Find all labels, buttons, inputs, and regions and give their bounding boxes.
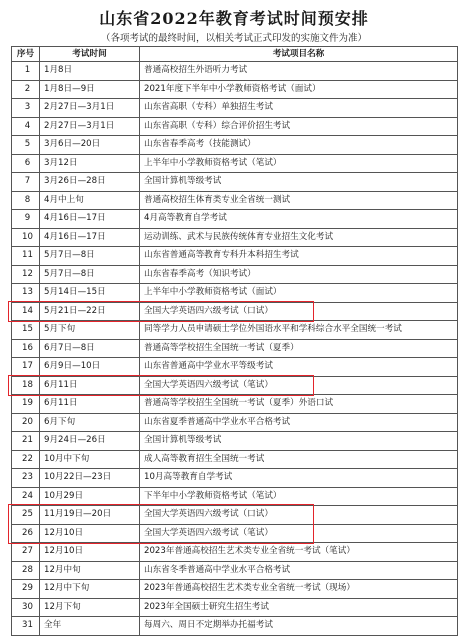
cell-name: 山东省高职（专科）综合评价招生考试	[140, 117, 458, 136]
table-row	[12, 450, 458, 469]
table-row	[12, 136, 458, 155]
cell-name: 4月高等教育自学考试	[140, 210, 458, 229]
page-title: 山东省2022年教育考试时间预安排	[99, 9, 369, 28]
cell-time: 4月中上旬	[40, 191, 140, 210]
cell-no: 8	[12, 191, 40, 210]
page-subtitle: （各项考试的最终时间，以相关考试正式印发的实施文件为准）	[100, 33, 367, 44]
table-row	[12, 265, 458, 284]
table-row	[12, 228, 458, 247]
cell-no: 16	[12, 339, 40, 358]
cell-name: 2021年度下半年中小学教师资格考试（面试）	[140, 80, 458, 99]
cell-name: 全国大学英语四六级考试（口试）	[140, 506, 458, 525]
cell-name: 山东省普通高中学业水平等级考试	[140, 358, 458, 377]
cell-time: 6月下旬	[40, 413, 140, 432]
cell-name: 普通高校招生外语听力考试	[140, 62, 458, 81]
cell-time: 全年	[40, 617, 140, 636]
cell-name: 普通高等学校招生全国统一考试（夏季）外语口试	[140, 395, 458, 414]
table-row	[12, 117, 458, 136]
table-row	[12, 506, 458, 525]
header-name: 考试项目名称	[140, 47, 458, 62]
cell-time: 10月中下旬	[40, 450, 140, 469]
table-row	[12, 321, 458, 340]
cell-no: 4	[12, 117, 40, 136]
cell-name: 下半年中小学教师资格考试（笔试）	[140, 487, 458, 506]
cell-time: 11月19日—20日	[40, 506, 140, 525]
cell-time: 1月8日	[40, 62, 140, 81]
table-row	[12, 580, 458, 599]
cell-name: 山东省高职（专科）单独招生考试	[140, 99, 458, 118]
cell-name: 全国大学英语四六级考试（笔试）	[140, 524, 458, 543]
cell-no: 2	[12, 80, 40, 99]
header-time: 考试时间	[40, 47, 140, 62]
cell-name: 全国大学英语四六级考试（口试）	[140, 302, 458, 321]
cell-no: 14	[12, 302, 40, 321]
cell-time: 4月16日—17日	[40, 210, 140, 229]
cell-name: 2023年普通高校招生艺术类专业全省统一考试（笔试）	[140, 543, 458, 562]
table-header-row	[12, 47, 458, 62]
table-row	[12, 617, 458, 636]
table-row	[12, 543, 458, 562]
cell-time: 10月22日—23日	[40, 469, 140, 488]
cell-name: 普通高等学校招生全国统一考试（夏季）	[140, 339, 458, 358]
cell-no: 20	[12, 413, 40, 432]
cell-no: 30	[12, 598, 40, 617]
cell-no: 10	[12, 228, 40, 247]
cell-time: 12月10日	[40, 543, 140, 562]
cell-name: 上半年中小学教师资格考试（面试）	[140, 284, 458, 303]
cell-no: 12	[12, 265, 40, 284]
cell-time: 6月9日—10日	[40, 358, 140, 377]
cell-no: 31	[12, 617, 40, 636]
cell-time: 2月27日—3月1日	[40, 99, 140, 118]
cell-name: 山东省夏季普通高中学业水平合格考试	[140, 413, 458, 432]
cell-time: 3月6日—20日	[40, 136, 140, 155]
cell-no: 28	[12, 561, 40, 580]
cell-name: 普通高校招生体育类专业全省统一测试	[140, 191, 458, 210]
cell-time: 3月26日—28日	[40, 173, 140, 192]
cell-no: 23	[12, 469, 40, 488]
cell-no: 29	[12, 580, 40, 599]
cell-time: 3月12日	[40, 154, 140, 173]
cell-time: 12月中下旬	[40, 580, 140, 599]
table-row	[12, 284, 458, 303]
cell-name: 全国计算机等级考试	[140, 432, 458, 451]
cell-no: 9	[12, 210, 40, 229]
cell-name: 山东省春季高考（知识考试）	[140, 265, 458, 284]
header-no: 序号	[12, 47, 40, 62]
table-row	[12, 339, 458, 358]
table-row	[12, 432, 458, 451]
cell-no: 6	[12, 154, 40, 173]
cell-time: 12月10日	[40, 524, 140, 543]
cell-time: 6月11日	[40, 376, 140, 395]
cell-no: 21	[12, 432, 40, 451]
cell-time: 12月中旬	[40, 561, 140, 580]
cell-name: 全国计算机等级考试	[140, 173, 458, 192]
cell-name: 山东省春季高考（技能测试）	[140, 136, 458, 155]
exam-schedule-table	[11, 46, 458, 636]
cell-time: 5月14日—15日	[40, 284, 140, 303]
cell-time: 5月7日—8日	[40, 247, 140, 266]
cell-no: 13	[12, 284, 40, 303]
table-row	[12, 62, 458, 81]
cell-time: 6月11日	[40, 395, 140, 414]
cell-name: 每周六、周日不定期举办托福考试	[140, 617, 458, 636]
table-row	[12, 395, 458, 414]
table-row	[12, 487, 458, 506]
table-row	[12, 99, 458, 118]
cell-no: 27	[12, 543, 40, 562]
cell-name: 成人高等教育招生全国统一考试	[140, 450, 458, 469]
cell-name: 10月高等教育自学考试	[140, 469, 458, 488]
cell-no: 19	[12, 395, 40, 414]
cell-no: 5	[12, 136, 40, 155]
cell-no: 7	[12, 173, 40, 192]
cell-time: 5月7日—8日	[40, 265, 140, 284]
cell-time: 12月下旬	[40, 598, 140, 617]
cell-name: 全国大学英语四六级考试（笔试）	[140, 376, 458, 395]
cell-no: 17	[12, 358, 40, 377]
table-row	[12, 561, 458, 580]
cell-no: 25	[12, 506, 40, 525]
cell-time: 6月7日—8日	[40, 339, 140, 358]
table-row	[12, 247, 458, 266]
cell-time: 10月29日	[40, 487, 140, 506]
table-row	[12, 210, 458, 229]
cell-name: 2023年普通高校招生艺术类专业全省统一考试（现场）	[140, 580, 458, 599]
table-row	[12, 80, 458, 99]
cell-no: 3	[12, 99, 40, 118]
cell-time: 5月下旬	[40, 321, 140, 340]
table-row	[12, 302, 458, 321]
cell-time: 4月16日—17日	[40, 228, 140, 247]
cell-name: 山东省普通高等教育专科升本科招生考试	[140, 247, 458, 266]
cell-time: 9月24日—26日	[40, 432, 140, 451]
table-row	[12, 413, 458, 432]
cell-no: 15	[12, 321, 40, 340]
table-row	[12, 598, 458, 617]
table-row	[12, 524, 458, 543]
cell-no: 26	[12, 524, 40, 543]
cell-time: 1月8日—9日	[40, 80, 140, 99]
table-row	[12, 376, 458, 395]
cell-no: 24	[12, 487, 40, 506]
cell-time: 2月27日—3月1日	[40, 117, 140, 136]
table-row	[12, 191, 458, 210]
cell-no: 22	[12, 450, 40, 469]
cell-no: 1	[12, 62, 40, 81]
cell-name: 2023年全国硕士研究生招生考试	[140, 598, 458, 617]
cell-name: 上半年中小学教师资格考试（笔试）	[140, 154, 458, 173]
cell-name: 运动训练、武术与民族传统体育专业招生文化考试	[140, 228, 458, 247]
table-row	[12, 173, 458, 192]
table-row	[12, 469, 458, 488]
table-row	[12, 358, 458, 377]
cell-time: 5月21日—22日	[40, 302, 140, 321]
table-row	[12, 154, 458, 173]
cell-name: 同等学力人员申请硕士学位外国语水平和学科综合水平全国统一考试	[140, 321, 458, 340]
cell-name: 山东省冬季普通高中学业水平合格考试	[140, 561, 458, 580]
cell-no: 18	[12, 376, 40, 395]
cell-no: 11	[12, 247, 40, 266]
